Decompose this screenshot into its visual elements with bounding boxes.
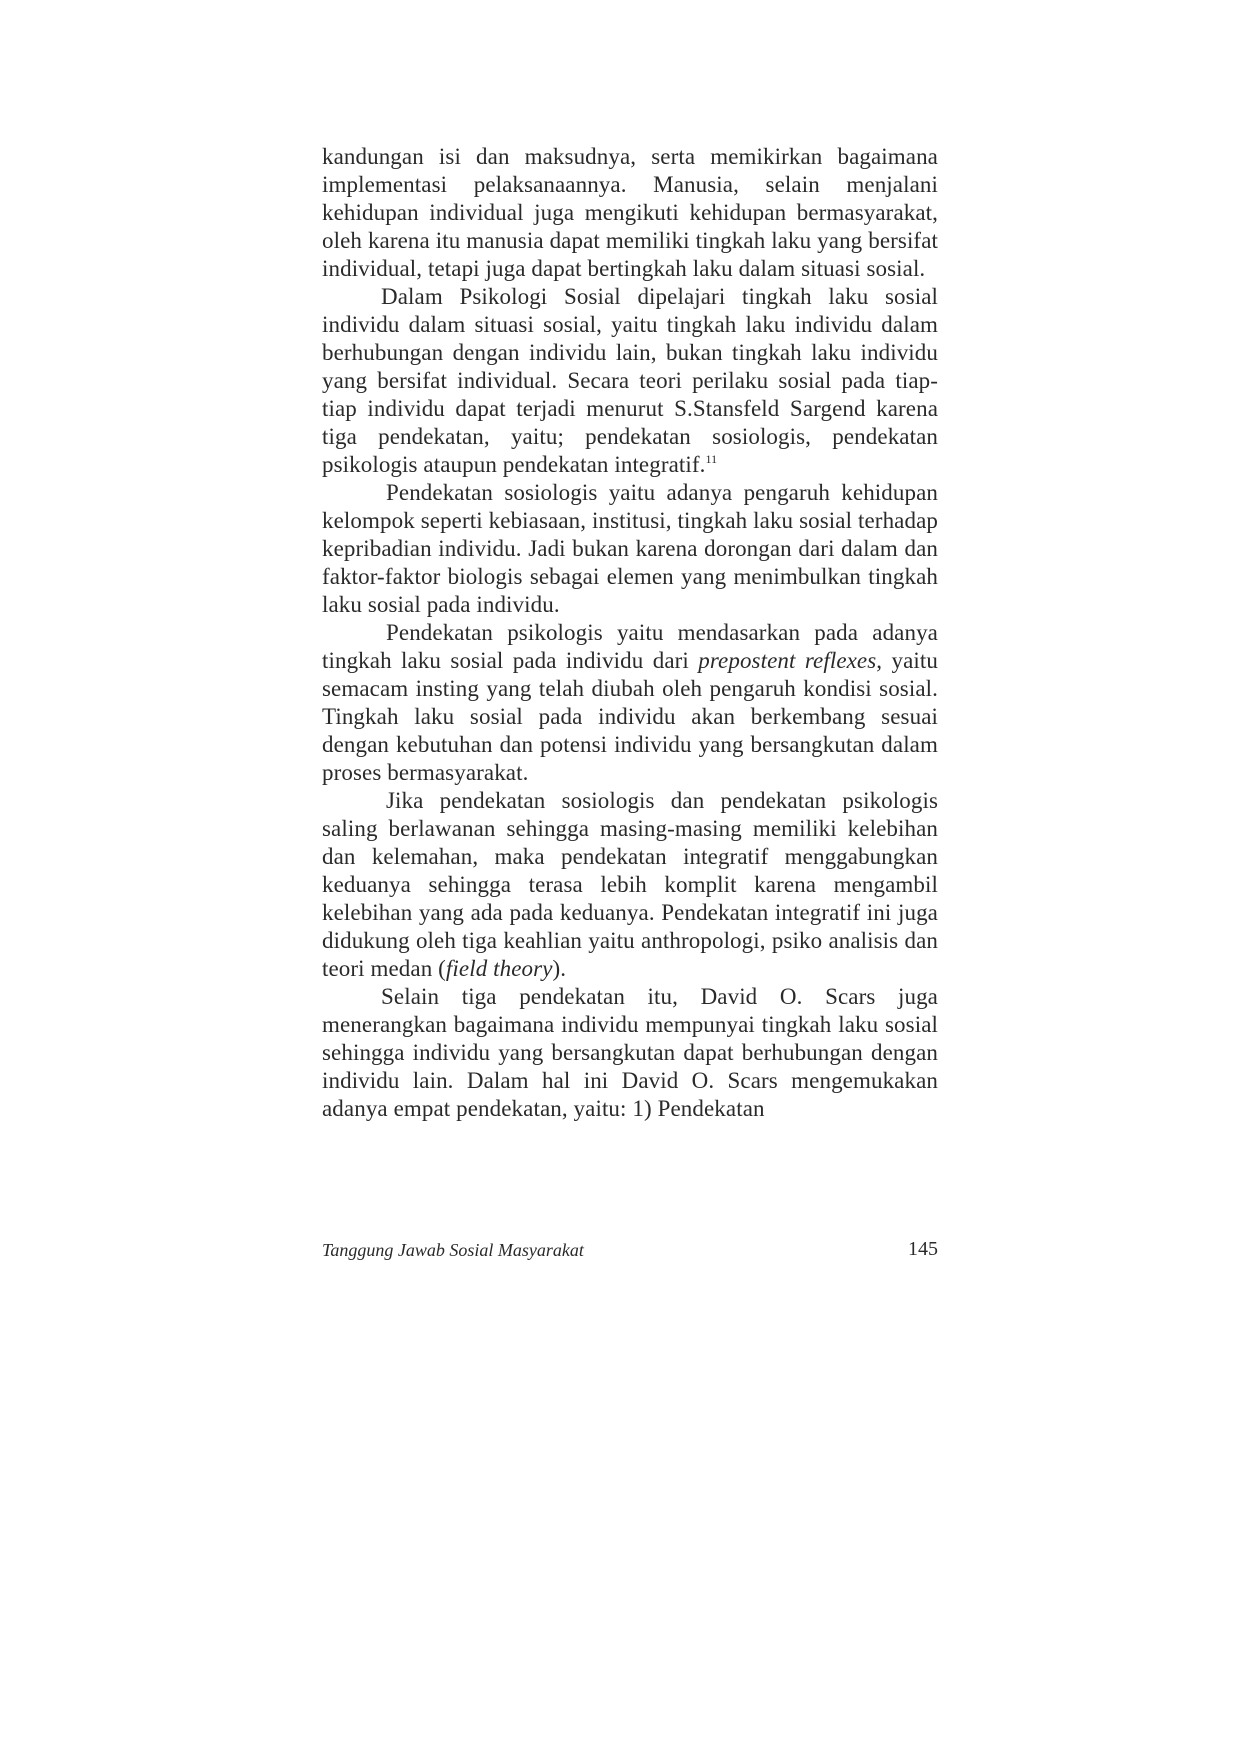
paragraph-2-text: Dalam Psikologi Sosial dipelajari tingkah laku sosial individu dalam situasi sosial, yaitu tingkah laku individu dalam berhubungan dengan individu lain, bukan tingkah laku individu yang bersifat individual. Secara teori perilaku sosial pada tiap-tiap individu dapat terjadi menurut S.Stansfeld Sargend karena tiga pendekatan, yaitu; pendekatan sosiologis, pendekatan psikologis ataupun pendekatan integratif. bbox=[322, 284, 938, 477]
body-text bbox=[322, 143, 938, 1123]
paragraph-4-italic-term: prepostent reflexes bbox=[698, 648, 877, 673]
paragraph-4 bbox=[322, 619, 938, 787]
page-number: 145 bbox=[908, 1238, 938, 1260]
paragraph-6: Selain tiga pendekatan itu, David O. Scars juga menerangkan bagaimana individu mempunyai tingkah laku sosial sehingga individu yang bersangkutan dapat berhubungan dengan individu lain. Dalam hal ini David O. Scars mengemukakan adanya empat pendekatan, yaitu: 1) Pendekatan bbox=[322, 984, 938, 1121]
paragraph-5 bbox=[322, 787, 938, 983]
footnote-ref: 11 bbox=[705, 452, 718, 466]
paragraph-3: Pendekatan sosiologis yaitu adanya pengaruh kehidupan kelompok seperti kebiasaan, institusi, tingkah laku sosial terhadap kepribadian individu. Jadi bukan karena dorongan dari dalam dan faktor-faktor biologis sebagai elemen yang menimbulkan tingkah laku sosial pada individu. bbox=[322, 480, 938, 617]
paragraph-5-italic-term: field theory bbox=[445, 956, 553, 981]
paragraph-2 bbox=[322, 283, 938, 479]
paragraph-5-text-b: ). bbox=[552, 956, 567, 981]
paragraph-5-text-a: Jika pendekatan sosiologis dan pendekatan psikologis saling berlawanan sehingga masing-masing memiliki kelebihan dan kelemahan, maka pendekatan integratif menggabungkan keduanya sehingga terasa lebih komplit karena mengambil kelebihan yang ada pada keduanya. Pendekatan integratif ini juga didukung oleh tiga keahlian yaitu anthropologi, psiko analisis dan teori medan ( bbox=[322, 788, 938, 981]
paragraph-4-text-b: , yaitu semacam insting yang telah diubah oleh pengaruh kondisi sosial. Tingkah laku sosial pada individu akan berkembang sesuai dengan kebutuhan dan potensi individu yang bersangkutan dalam proses bermasyarakat. bbox=[322, 648, 938, 785]
paragraph-1: kandungan isi dan maksudnya, serta memikirkan bagaimana implementasi pelaksanaannya. Manusia, selain menjalani kehidupan individual juga mengikuti kehidupan bermasyarakat, oleh karena itu manusia dapat memiliki tingkah laku yang bersifat individual, tetapi juga dapat bertingkah laku dalam situasi sosial. bbox=[322, 144, 938, 281]
paragraph-4-text-a: Pendekatan psikologis yaitu mendasarkan pada adanya tingkah laku sosial pada individu dari bbox=[322, 620, 938, 673]
running-title: Tanggung Jawab Sosial Masyarakat bbox=[322, 1240, 584, 1260]
page-footer bbox=[322, 1240, 938, 1268]
